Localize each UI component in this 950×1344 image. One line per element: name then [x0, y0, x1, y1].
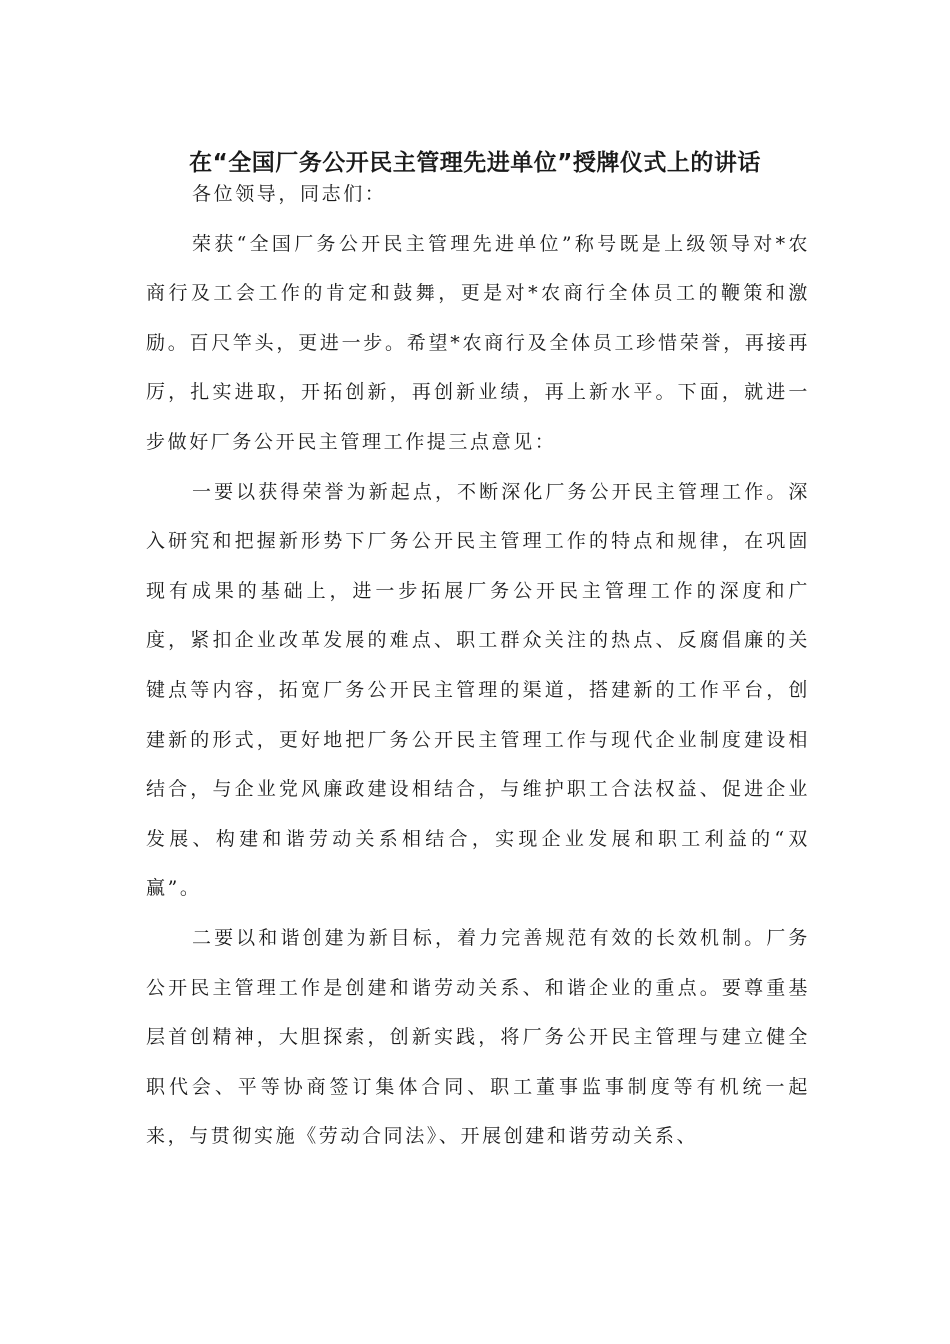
paragraph-point-two: 二要以和谐创建为新目标，着力完善规范有效的长效机制。厂务公开民主管理工作是创建和谐劳动关系、和谐企业的重点。要尊重基层首创精神，大胆探索，创新实践，将厂务公开民主管理与建立健全职代会、平等协商签订集体合同、职工董事监事制度等有机统一起来，与贯彻实施《劳动合同法》、开展创建和谐劳动关系、 [146, 926, 810, 1148]
document-body [146, 170, 810, 1162]
document-title: 在“全国厂务公开民主管理先进单位”授牌仪式上的讲话 [189, 150, 761, 176]
paragraph-point-one: 一要以获得荣誉为新起点，不断深化厂务公开民主管理工作。深入研究和把握新形势下厂务公开民主管理工作的特点和规律，在巩固现有成果的基础上，进一步拓展厂务公开民主管理工作的深度和广度，紧扣企业改革发展的难点、职工群众关注的热点、反腐倡廉的关键点等内容，拓宽厂务公开民主管理的渠道，搭建新的工作平台，创建新的形式，更好地把厂务公开民主管理工作与现代企业制度建设相结合，与企业党风廉政建设相结合，与维护职工合法权益、促进企业发展、构建和谐劳动关系相结合，实现企业发展和职工利益的“双赢”。 [146, 480, 810, 900]
salutation: 各位领导，同志们： [192, 183, 387, 205]
paragraph-intro: 荣获“全国厂务公开民主管理先进单位”称号既是上级领导对*农商行及工会工作的肯定和鼓舞，更是对*农商行全体员工的鞭策和激励。百尺竿头，更进一步。希望*农商行及全体员工珍惜荣誉，再接再厉，扎实进取，开拓创新，再创新业绩，再上新水平。下面，就进一步做好厂务公开民主管理工作提三点意见： [146, 232, 810, 453]
